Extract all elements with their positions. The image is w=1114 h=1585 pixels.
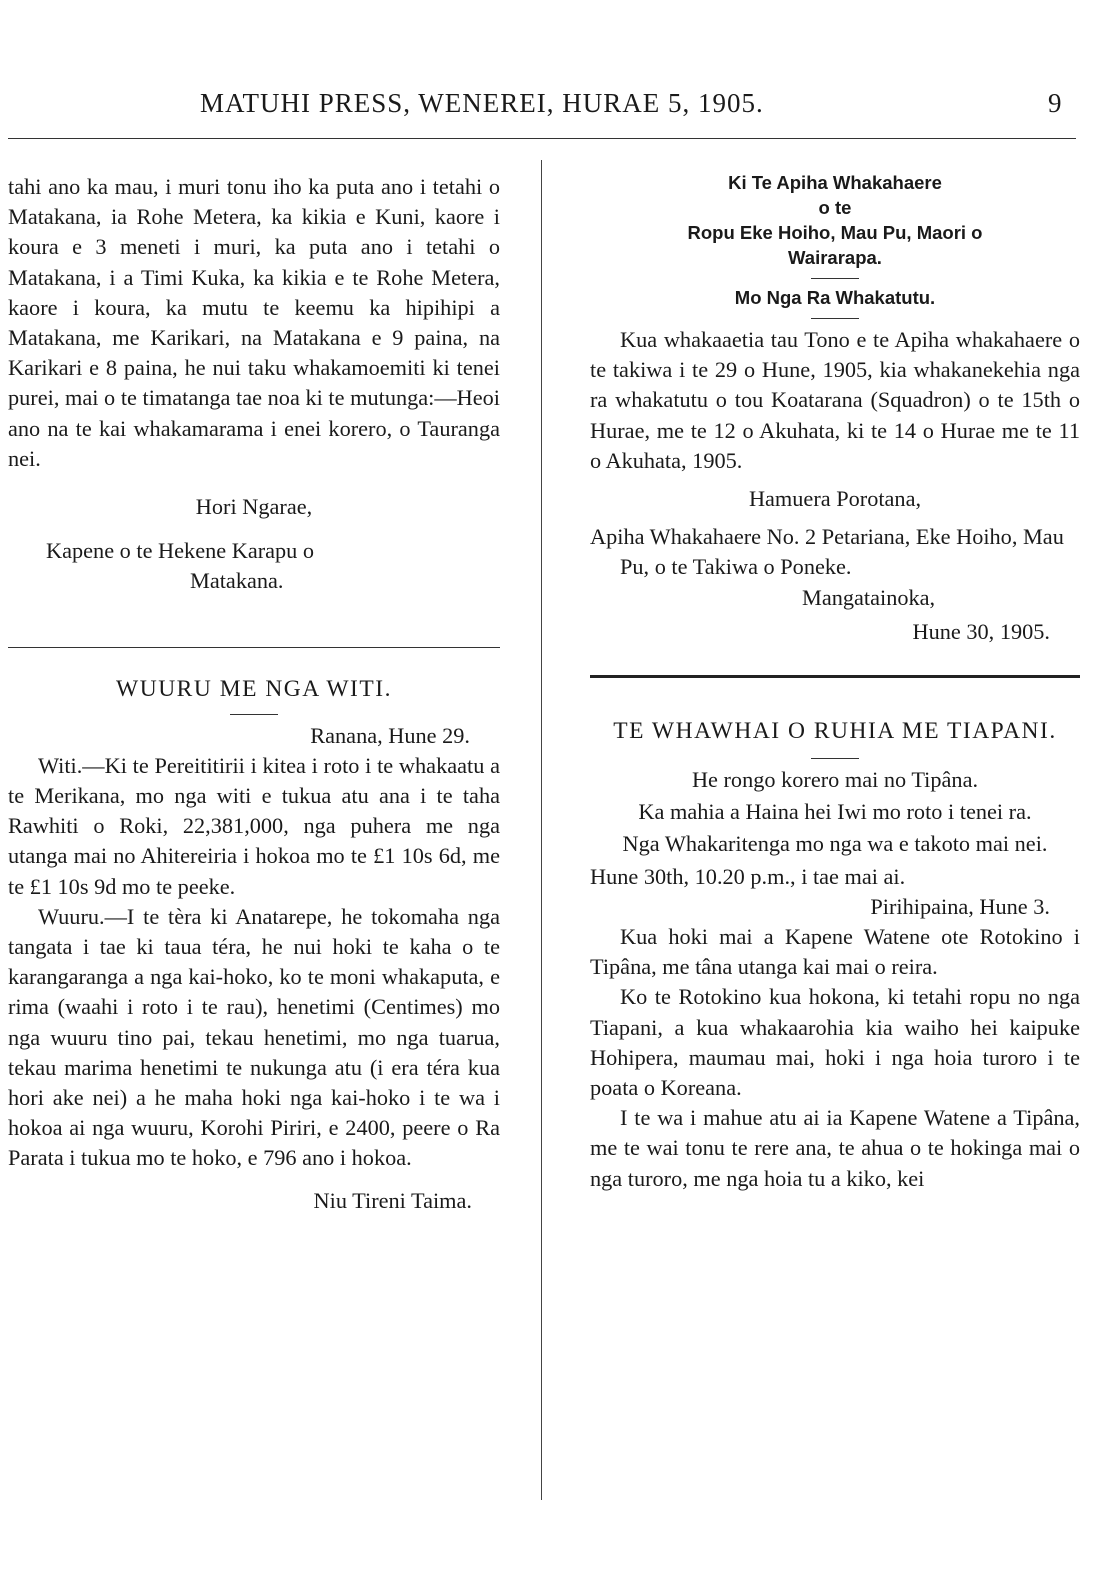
masthead-title: MATUHI PRESS, WENEREI, HURAE 5, 1905. (200, 88, 764, 118)
wuuru-source: Niu Tireni Taima. (313, 1187, 472, 1213)
whawhai-heading: TE WHAWHAI O RUHIA ME TIAPANI. (613, 718, 1057, 745)
notice-heading-line-1: Ki Te Apiha Whakahaere (728, 172, 942, 193)
notice-heading-line-2: o te (818, 197, 852, 218)
wuuru-paragraph-wuuru: Wuuru.—I te tèra ki Anatarepe, he tokomaha nga tangata i tae ki taua téra, he nui hoki te kaha o te karangaranga a nga kai-hoko, ko te moni whakaputa, e rima (waahi i roto i te rau), henetimi (Centimes) mo nga wuuru tino pai, tekau henetimi, mo nga tuarua, tekau marima henetimi te nukunga atu (i era téra kua hori ake nei) a he maha hoki nga kai-hoko i te wa i hokoa ai nga wuuru, Korohi Piriri, e 2400, peere o Ra Parata i tukua mo te hoko, e 796 ano i hokoa. (8, 903, 500, 1171)
left-paragraph-1: tahi ano ka mau, i muri tonu iho ka puta ano i tetahi o Matakana, ia Rohe Metera, ka kikia e Kuni, kaore i koura e 3 meneti i muri, ka puta ano i tetahi o Matakana, i a Timi Kuka, ka kikia e te Rohe Metera, kaore i koura, ka mutu te keemu ka hipihipi a Matakana, me Karikari, na Matakana e 9 paina, na Karikari e 8 paina, he nui taku whakamoemiti ki tenei purei, mai o te timatanga tae noa ki te mutunga:—Heoi ano na te kai whakamarama i enei korero, o Tauranga nei. (8, 174, 500, 471)
notice-place: Mangatainoka, (802, 584, 936, 610)
left-column (8, 172, 500, 1216)
whawhai-paragraph-3: I te wa i mahue atu ai ia Kapene Watene a Tipâna, me te wai tonu te rere ana, te ahua o te hokinga mai o nga turoro, me nga hoia tu a kiko, kei (590, 1105, 1080, 1191)
notice-paragraph: Kua whakaaetia tau Tono e te Apiha whakahaere o te takiwa i te 29 o Hune, 1905, kia whakanekehia nga ra whakatutu o tou Koatarana (Squadron) o te 15th o Hurae, me te 12 o Akuhata, ki te 14 o Hurae me te 11 o Akuhata, 1905. (590, 327, 1080, 473)
notice-signature-title: Apiha Whakahaere No. 2 Petariana, Eke Hoiho, Mau Pu, o te Takiwa o Poneke. (590, 524, 1064, 580)
wuuru-paragraph-witi: Witi.—Ki te Pereititirii i kitea i roto i te whakaatu a te Merikana, mo nga witi e tukua atu ana i te taha Rawhiti o Roki, 22,381,000, nga puhera me nga utanga mai no Ahitereiria i hokoa mo te £1 10s 6d, me te £1 10s 9d mo te peeke. (8, 752, 500, 899)
notice-subheading: Mo Nga Ra Whakatutu. (734, 287, 936, 308)
wuuru-heading: WUURU ME NGA WITI. (116, 675, 392, 702)
whawhai-paragraph-1: Kua hoki mai a Kapene Watene ote Rotokino i Tipâna, me tâna utanga kai mai o reira. (590, 924, 1080, 980)
left-section-rule (8, 647, 500, 648)
notice-heading-line-3: Ropu Eke Hoiho, Mau Pu, Maori o (687, 222, 983, 243)
column-divider (541, 160, 542, 1500)
page-number: 9 (1048, 88, 1062, 118)
whawhai-line-4: Hune 30th, 10.20 p.m., i tae mai ai. (590, 863, 906, 889)
notice-signature-name: Hamuera Porotana, (748, 486, 922, 512)
left-signature-title-2: Matakana. (190, 568, 284, 594)
whawhai-paragraph-2: Ko te Rotokino kua hokona, ki tetahi ropu no nga Tiapani, a kua whakaarohia kia waiho hei kaipuke Hohipera, maumau mai, hoki i nga hoia turoro i te poata o Koreana. (590, 984, 1080, 1101)
header-rule (8, 138, 1076, 139)
page-header (0, 88, 1114, 128)
notice-date: Hune 30, 1905. (912, 618, 1050, 644)
notice-heading-line-4: Wairarapa. (788, 247, 882, 268)
right-section-rule (590, 675, 1080, 678)
whawhai-dateline: Pirihipaina, Hune 3. (870, 893, 1050, 919)
left-signature-title-1: Kapene o te Hekene Karapu o (46, 538, 315, 564)
wuuru-dateline: Ranana, Hune 29. (310, 722, 470, 748)
right-column (590, 170, 1080, 1194)
whawhai-line-1: He rongo korero mai no Tipâna. (691, 767, 979, 793)
notice-short-rule-1 (811, 278, 859, 279)
whawhai-short-rule (811, 758, 859, 759)
wuuru-short-rule (230, 714, 278, 715)
notice-short-rule-2 (811, 318, 859, 319)
left-signature-name: Hori Ngarae, (195, 494, 313, 520)
whawhai-line-3: Nga Whakaritenga mo nga wa e takoto mai nei. (622, 831, 1048, 857)
whawhai-line-2: Ka mahia a Haina hei Iwi mo roto i tenei ra. (638, 799, 1032, 825)
